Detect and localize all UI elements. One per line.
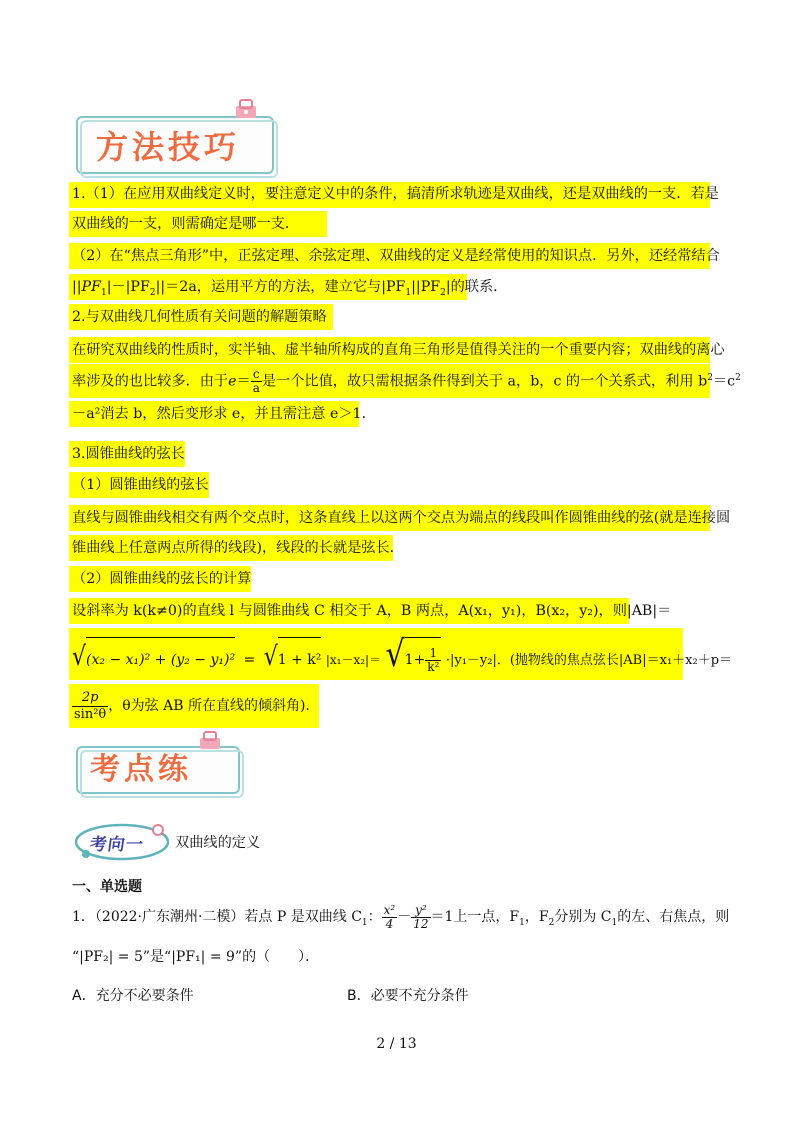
option-a[interactable]: A．充分不必要条件: [72, 988, 194, 1004]
methods-p3-line2: 率涉及的也比较多．由于e＝ $\frac{c}{a}$ 是一个比值，故只需根据条件得到关于 a，b，c 的一个关系式，利用 $b^2=c^2$: [72, 367, 741, 395]
section-label: 双曲线的定义: [175, 835, 261, 851]
methods-p5-line1: 设斜率为 k(k≠0)的直线 l 与圆锥曲线 C 相交于 A，B 两点，A(x₁，y₁)，B(x₂，y₂)，则|AB|＝: [72, 603, 672, 619]
practice-banner: [76, 736, 244, 796]
methods-p2-line1: （2）在“焦点三角形”中，正弦定理、余弦定理、双曲线的定义是经常使用的知识点．另外，还经常结合: [72, 248, 720, 264]
paperclip-icon: [232, 98, 260, 124]
methods-p4-line1: 直线与圆锥曲线相交有两个交点时，这条直线上以这两个交点为端点的线段叫作圆锥曲线的弦(就是连接圆: [72, 510, 731, 526]
section-tag: [72, 820, 322, 864]
practice-banner-title: 考点练: [90, 752, 192, 787]
methods-p3-line1: 在研究双曲线的性质时，实半轴、虚半轴所构成的直角三角形是值得关注的一个重要内容；双曲线的离心: [72, 342, 725, 358]
methods-heading-2: 2.与双曲线几何性质有关问题的解题策略: [72, 309, 327, 325]
question-1-line2: “|PF₂| = 5”是“|PF₁| = 9”的（ ）．: [72, 949, 320, 965]
methods-p1-line2: 双曲线的一支，则需确定是哪一支．: [72, 216, 300, 232]
question-1-line1: 1．（2022·广东潮州·二模）若点 P 是双曲线 $C_1$： $\frac{\text{x²}}{4}$ － $\frac{\text{y²}}{12}$ ＝1上一点，$F_1$，$F_2$分别为 $C_1$的左、右焦点，则: [72, 902, 730, 931]
section-badge-text: 考向一: [88, 835, 146, 855]
methods-p2-line2: $||PF_1|-|PF_2||=2a$，运用平方的方法，建立它与$|PF_1||PF_2|$的联系．: [72, 279, 508, 298]
methods-heading-3: 3.圆锥曲线的弦长: [72, 446, 185, 462]
chord-length-formula-tail: $\frac{2p}{\text{sin²θ}}$ ，θ为弦 AB 所在直线的倾斜角)．: [74, 689, 320, 722]
methods-banner: [76, 104, 276, 176]
methods-p3-line3: －a²消去 b，然后变形求 e，并且需注意 e＞1．: [72, 406, 376, 422]
methods-heading-3-2: （2）圆锥曲线的弦长的计算: [72, 571, 252, 587]
methods-p1-line1: 1.（1）在应用双曲线定义时，要注意定义中的条件，搞清所求轨迹是双曲线，还是双曲线的一支．若是: [72, 186, 719, 202]
c-over-a-fraction: $\frac{c}{a}$: [252, 367, 260, 395]
methods-p4-line2: 锥曲线上任意两点所得的线段)，线段的长就是弦长．: [72, 540, 404, 556]
question-heading: 一、单选题: [72, 879, 142, 895]
option-b[interactable]: B．必要不充分条件: [347, 988, 469, 1004]
page-number: 2 / 13: [376, 1036, 417, 1052]
chord-length-formula: √(x₂ − x₁)² + (y₂ − y₁)² = √1 + k² |x₁－x₂|＝ √1+ $\frac{1}{\text{k²}}$ ·|y₁－y₂|．(抛物线的焦点弦长|AB|＝x₁＋x₂＋p＝: [72, 634, 732, 676]
methods-heading-3-1: （1）圆锥曲线的弦长: [72, 477, 209, 493]
methods-banner-title: 方法技巧: [96, 128, 241, 166]
paperclip-icon: [196, 730, 224, 754]
